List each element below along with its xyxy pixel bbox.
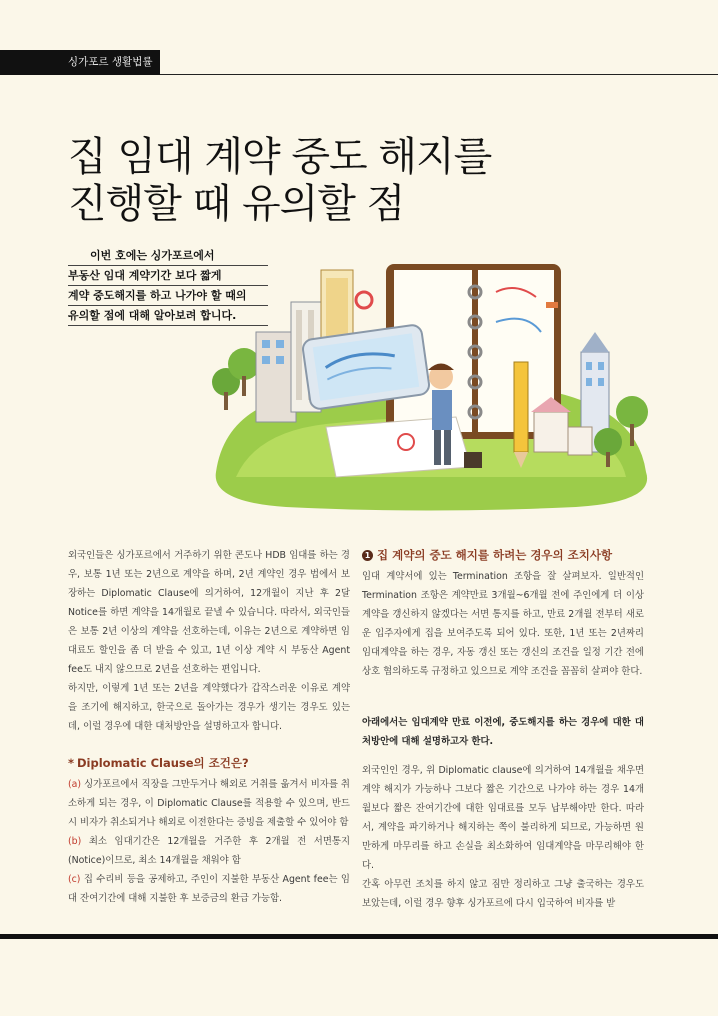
- section-heading-diplomatic: [68, 754, 350, 773]
- section-heading-text: 집 계약의 중도 해지를 하려는 경우의 조치사항: [377, 548, 613, 562]
- page-title: [68, 134, 491, 228]
- pencil: [514, 362, 528, 452]
- section-heading-termination: [362, 546, 644, 565]
- section-header: [0, 50, 160, 75]
- right-column: [362, 546, 644, 913]
- tree: [228, 348, 260, 380]
- intro-line: 부동산 임대 계약기간 보다 짧게: [68, 266, 268, 286]
- list-item: [68, 775, 350, 832]
- intro-line: 유의할 점에 대해 알아보려 합니다.: [68, 306, 268, 326]
- house: [534, 412, 568, 452]
- left-column: [68, 546, 350, 908]
- paragraph: 하지만, 이렇게 1년 또는 2년을 계약했다가 갑작스러운 이유로 계약을 조기에 해지하고, 한국으로 돌아가는 경우가 생기는 경우도 있는데, 이럴 경우에 대한 대처방안을 설명하고자 합니다.: [68, 683, 350, 732]
- item-text: 싱가포르에서 직장을 그만두거나 해외로 거취를 옮겨서 비자를 취소하게 되는 경우, 이 Diplomatic Clause를 적용할 수 있으며, 반드시 비자가 취소되거나 해외로 이전한다는 증빙을 제출할 수 있어야 함: [68, 779, 350, 828]
- header-rule: [160, 74, 718, 75]
- tree: [616, 396, 648, 428]
- item-marker: (a): [68, 779, 82, 790]
- tree: [594, 428, 622, 456]
- list-item: [68, 870, 350, 908]
- spacer: [362, 681, 644, 699]
- bullet-icon: *: [68, 756, 75, 770]
- section-header-label: 싱가포르 생활법률: [68, 56, 153, 68]
- paragraph: 외국인인 경우, 위 Diplomatic clause에 의거하여 14개월을 채우면 계약 해지가 가능하나 그보다 짧은 기간으로 나가야 하는 경우 14개월보다 짧은 잔여기간에 대한 임대료를 모두 납부해야만 한다. 따라서, 계약을 파기하거나 해지하는 쪽이 불리하게 되므로, 가능하면 원만하게 마무리를 하고 손실을 최소화하여 임대계약을 마무리해야 한다.: [362, 765, 644, 871]
- intro-line: 이번 호에는 싱가포르에서: [68, 246, 268, 266]
- bold-paragraph: 아래에서는 임대계약 만료 이전에, 중도해지를 하는 경우에 대한 대처방안에 대해 설명하고자 한다.: [362, 717, 644, 747]
- paragraph: 간혹 아무런 조치를 하지 않고 짐만 정리하고 그냥 출국하는 경우도 보았는데, 이럴 경우 향후 싱가포르에 다시 입국하여 비자를 받: [362, 879, 644, 909]
- title-line-1: 집 임대 계약 중도 해지를: [68, 134, 492, 180]
- number-badge-icon: 1: [362, 550, 373, 561]
- footer-rule: [0, 934, 718, 939]
- item-text: 최소 임대기간은 12개월을 거주한 후 2개월 전 서면통지(Notice)이므로, 최소 14개월을 채워야 함: [68, 836, 350, 866]
- section-heading-text: Diplomatic Clause의 조건은?: [77, 756, 249, 770]
- list-item: [68, 832, 350, 870]
- house: [568, 427, 592, 455]
- intro-line: 계약 중도해지를 하고 나가야 할 때의: [68, 286, 268, 306]
- item-text: 집 수리비 등을 공제하고, 주인이 지불한 부동산 Agent fee는 임대 잔여기간에 대해 지불한 후 보증금의 환급 가능함.: [68, 874, 350, 904]
- title-line-2: 진행할 때 유의할 점: [68, 181, 405, 227]
- paragraph: 외국인들은 싱가포르에서 거주하기 위한 콘도나 HDB 임대를 하는 경우, 보통 1년 또는 2년으로 계약을 하며, 2년 계약인 경우 법에서 보장하는 Diplomatic Clause에 의거하여, 12개월이 지난 후 2달 Notice를 하면 계약을 14개월로 끝낼 수 있습니다. 따라서, 외국인들은 보통 2년 이상의 계약을 선호하는데, 이유는 2년으로 계약하면 임대료도 할인을 좀 더 받을 수 있고, 1년 이상 계약 시 부동산 Agent fee도 내지 않으므로 2년을 선호하는 편입니다.: [68, 550, 350, 675]
- item-marker: (b): [68, 836, 82, 847]
- item-marker: (c): [68, 874, 81, 885]
- paragraph: 임대 계약서에 있는 Termination 조항을 잘 살펴보자. 일반적인 Termination 조항은 계약만료 3개월~6개월 전에 주인에게 더 이상 계약을 갱신하지 않겠다는 서면 통지를 하고, 만료 2개월 전부터 새로운 입주자에게 집을 보여주도록 되어 있다. 또한, 1년 또는 2년짜리 임대계약을 하는 경우, 자동 갱신 또는 갱신의 조건을 일정 기간 전에 상호 협의하도록 규정하고 있으므로 계약 조건을 꼼꼼히 살펴야 한다.: [362, 571, 644, 677]
- illustration: [196, 252, 658, 514]
